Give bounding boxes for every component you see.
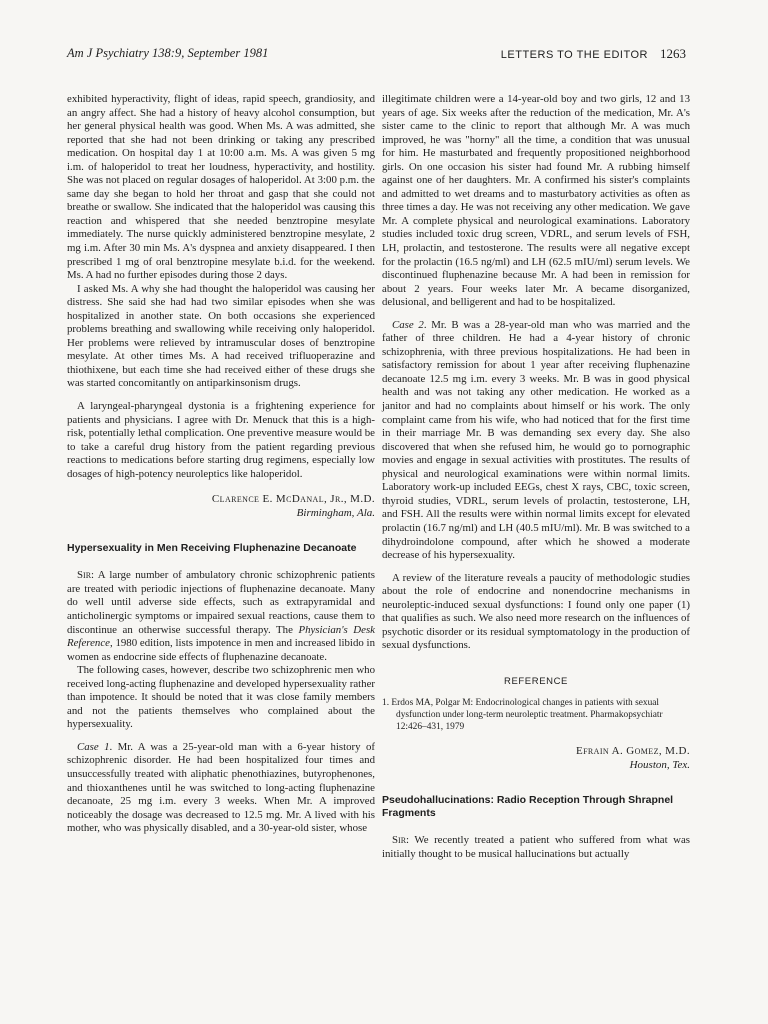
paragraph: Case 1. Mr. A was a 25-year-old man with a 6-year history of schizophrenic disorder. He had been hospitalized four times and unsuccessfully treated with aliphatic phenothiazines, butyrophenones, and thioxanthenes until he was switched to long-acting fluphenazine decanoate, 25 mg i.m. every 3 weeks. When Mr. A improved noticeably the dosage was decreased to 12.5 mg. Mr. A lived with his mother, who was physically disabled, and a 30-year-old sister, whose <box>67 740 375 835</box>
paragraph: I asked Ms. A why she had thought the haloperidol was causing her distress. She said she had had two similar episodes when she was hospitalized in another state. On both occasions she experienced problems breathing and swallowing while receiving only haloperidol. Her problems were relieved by intramuscular doses of benztropine mesylate. At other times Ms. A had received trifluoperazine and thiothixene, but each time she had received either of these drugs she was started concomitantly on antiparkinsonism drugs. <box>67 282 375 390</box>
author-location: Houston, Tex. <box>629 758 690 771</box>
signature-block <box>67 493 375 520</box>
paragraph: exhibited hyperactivity, flight of ideas, rapid speech, grandiosity, and an angry affect. She had a history of heavy alcohol consumption, but her general physical health was good. When Ms. A was admitted, she reported that she had not been drinking or taking any prescribed medication. On hospital day 1 at 10:00 a.m. Ms. A was given 5 mg i.m. of haloperidol to treat her loudness, hyperactivity, and hostility. She was not placed on regular dosages of haloperidol. At 3:00 p.m. the same day she began to hold her throat and gasp that she could not breathe or swallow. She indicated that the haloperidol was causing this reaction and whispered that she needed benztropine mesylate immediately. The nurse quickly administered benztropine mesylate, 2 mg i.m. After 30 min Ms. A's dyspnea and anxiety disappeared. I then prescribed 1 mg of oral benztropine mesylate b.i.d. for the weekend. Ms. A had no further episodes during those 2 days. <box>67 93 375 282</box>
article-title: Hypersexuality in Men Receiving Fluphenazine Decanoate <box>67 542 357 555</box>
book-title: Physician's Desk Reference <box>67 623 375 650</box>
case-label: Case 1 <box>77 740 110 753</box>
journal-citation: Am J Psychiatry 138:9, September 1981 <box>67 46 269 60</box>
paragraph: Sir: We recently treated a patient who suffered from what was initially thought to be musical hallucinations but actually <box>382 834 690 860</box>
page-number: 1263 <box>660 46 686 61</box>
right-column <box>382 93 690 861</box>
author-name: Efrain A. Gomez, M.D. <box>575 745 690 758</box>
author-name: Clarence E. McDanal, Jr., M.D. <box>211 493 375 506</box>
paragraph: The following cases, however, describe two schizophrenic men who received long-acting fluphenazine and developed hypersexuality rather than impotence. It should be noted that it was close family members and not the patients themselves who complained about the hypersexuality. <box>67 664 375 731</box>
salutation: Sir <box>392 834 407 847</box>
paragraph: A laryngeal-pharyngeal dystonia is a frightening experience for patients and physicians. I agree with Dr. Menuck that this is a high-risk, potentially lethal complication. One preventive measure would be to take a careful drug history from the patient regarding previous reactions to medications before starting drug regimens, especially low dosages of high-potency neuroleptics like haloperidol. <box>67 400 375 480</box>
reference-heading: REFERENCE <box>504 675 568 687</box>
paragraph: A review of the literature reveals a paucity of methodologic studies about the role of endocrine and nonendocrine mechanisms in neuroleptic-induced sexual dysfunctions: I found only one paper (1) that qualifies as such. We also need more research on the influences of psychotic disorder or its residual symptomatology in the production of sexual dysfunctions. <box>382 571 690 652</box>
case-label: Case 2 <box>392 318 424 331</box>
signature-block <box>382 745 690 772</box>
paragraph: Case 2. Mr. B was a 28-year-old man who was married and the father of three children. He had a 4-year history of chronic schizophrenia, with three previous hospitalizations. He had been in satisfactory remission for about 1 year after receiving fluphenazine decanoate 12.5 mg i.m. every 3 weeks. Mr. B was in good physical health and was not taking any other medication. He worked as a janitor and had no complaints about himself or his work. The only complaint came from his wife, who had noticed that for the first time in their marriage Mr. B was demanding sex every day. She also discovered that when she refused him, he would go to pornographic movies and engage in sexual activities with prostitutes. The results of physical and neurological examinations were within normal limits. Laboratory work-up included EEGs, chest X rays, CBC, toxic screen, thyroid studies, VDRL, serum levels of prolactin, testosterone, LH, and FSH. All the results were within normal limits except for elevated prolactin (16.7 ng/ml) and LH (40.5 mIU/ml). Mr. B was switched to a dihydroindolone compound, after which he showed a moderate decrease of his hypersexuality. <box>382 318 691 562</box>
left-column <box>67 93 375 836</box>
author-location: Birmingham, Ala. <box>296 506 375 519</box>
reference-item: 1. Erdos MA, Polgar M: Endocrinological changes in patients with sexual dysfunction under long-term neuroleptic treatment. Pharmakopsychiatr 12:426–431, 1979 <box>382 698 663 732</box>
salutation: Sir <box>77 569 92 582</box>
section-title: LETTERS TO THE EDITOR <box>500 49 648 61</box>
paragraph: Sir: A large number of ambulatory chronic schizophrenic patients are treated with periodic injections of fluphenazine decanoate. Many do well until adverse side effects, such as extrapyramidal and anticholinergic symptoms or impaired sexual reactions, cause them to discontinue an otherwise successful therapy. The Physician's Desk Reference, 1980 edition, lists impotence in men and increased libido in women as endocrine side effects of fluphenazine decanoate. <box>67 569 375 663</box>
section-header <box>501 46 686 62</box>
paragraph: illegitimate children were a 14-year-old boy and two girls, 12 and 13 years of age. Six weeks after the reduction of the medication, Mr. A's sister came to the clinic to report that although Mr. A was much improved, he was "horny" all the time, a condition that was unusual for him. He masturbated and frequently propositioned neighborhood girls. On one occasion his sister had found Mr. A rubbing himself against one of her daughters. Mr. A confirmed his sister's complaints and admitted to wet dreams and to masturbatory activities as often as three times a day. He was not receiving any other medication. We gave Mr. A complete physical and neurological examinations. Laboratory studies included toxic drug screen, VDRL, and serum levels of FSH, LH, prolactin, and testosterone. The results were all negative except for the prolactin (16.5 ng/ml) and LH (62.5 mIU/ml) serum levels. We discontinued fluphenazine because Mr. A had been in remission for about 2 years. Four weeks later Mr. A became disorganized, delusional, and belligerent and had to be hospitalized. <box>382 93 690 309</box>
article-title: Pseudohallucinations: Radio Reception Through Shrapnel Fragments <box>382 794 674 820</box>
running-head <box>67 46 686 62</box>
